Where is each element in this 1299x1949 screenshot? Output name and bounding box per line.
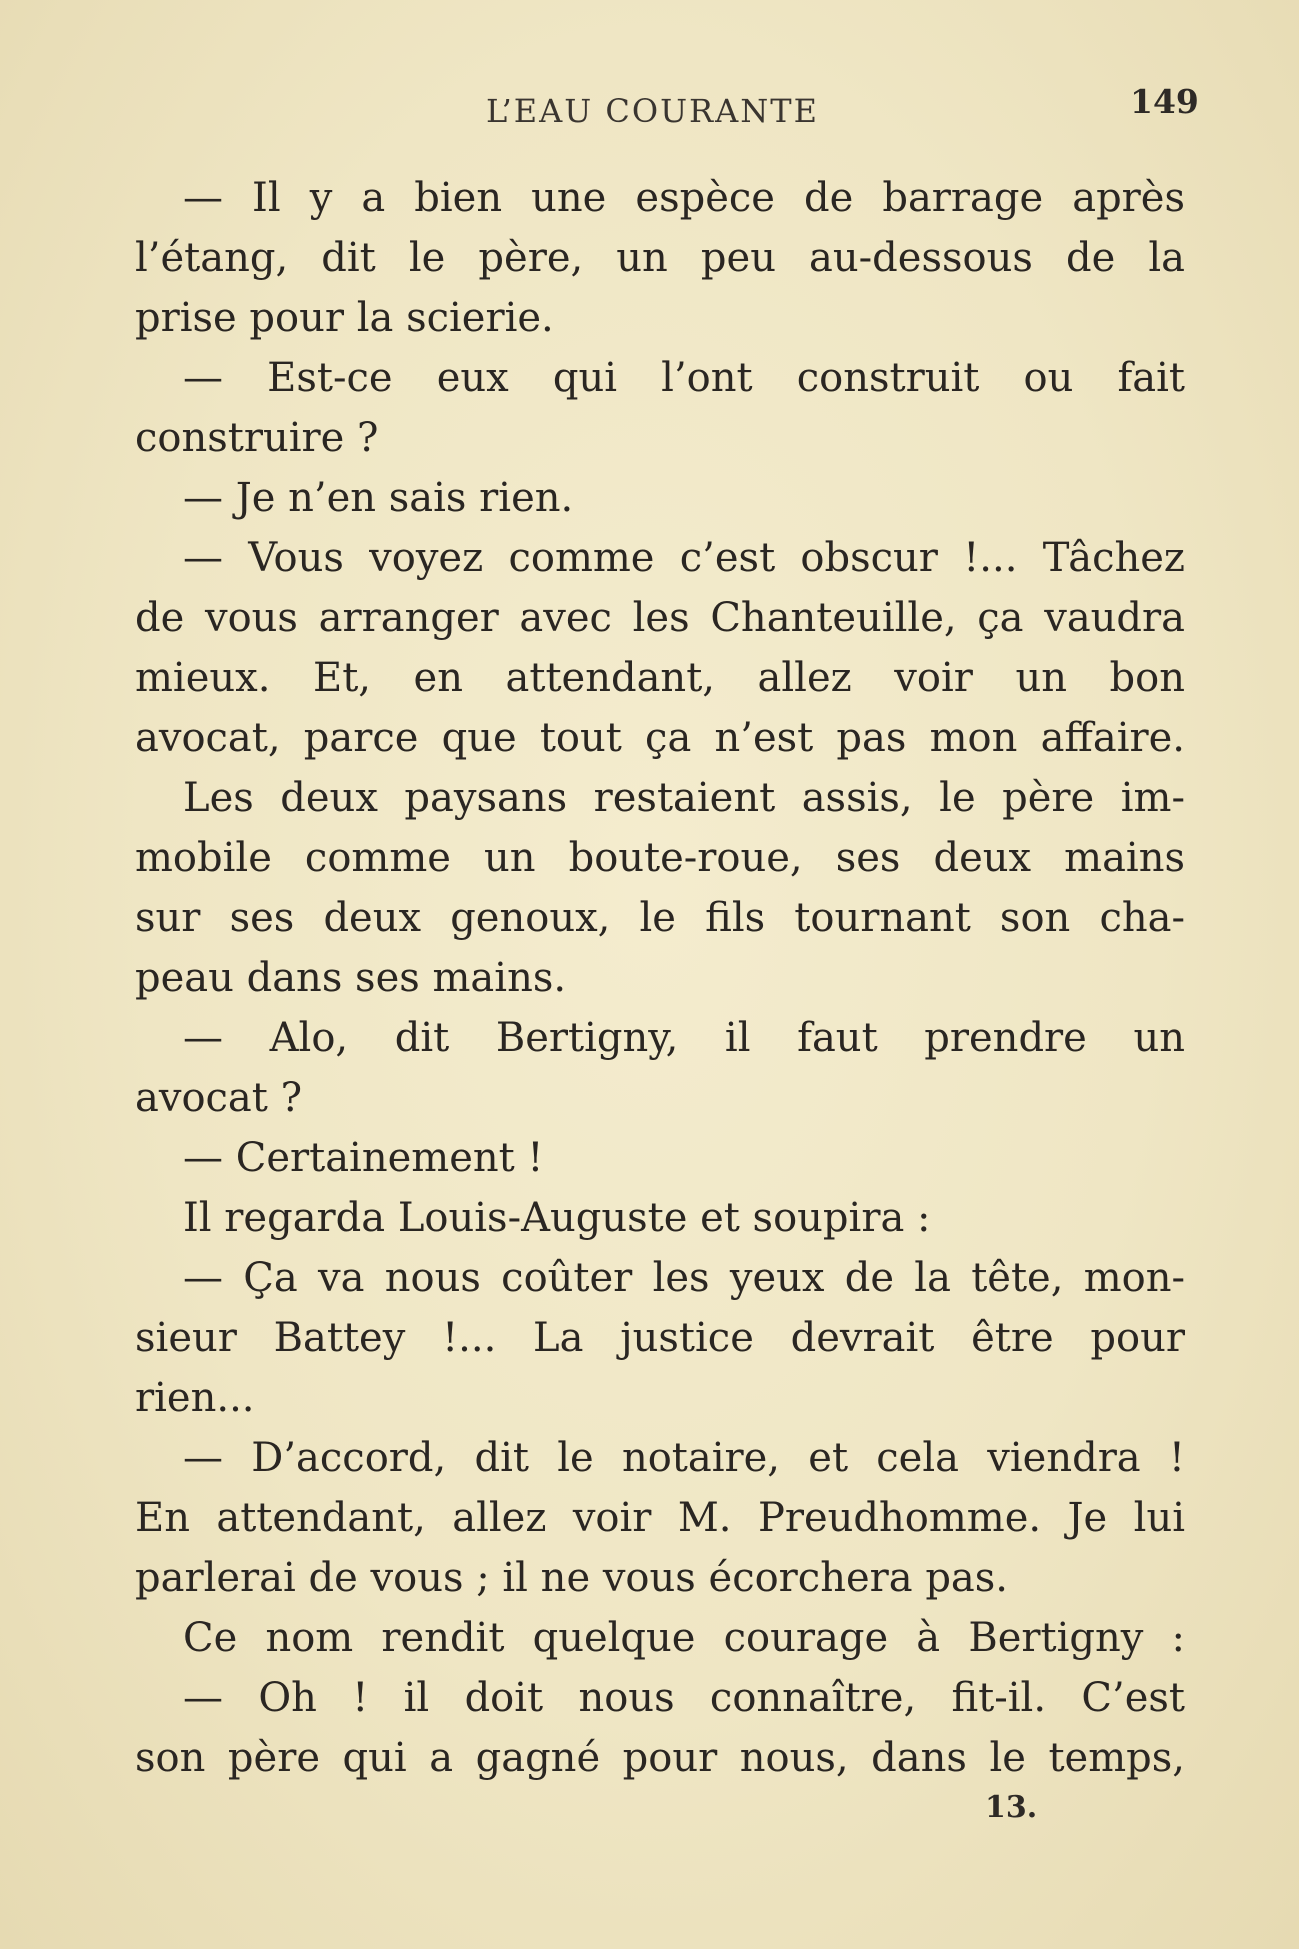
- text-line: construire ?: [135, 415, 379, 461]
- text-line: de vous arranger avec les Chanteuille, ça vaudra: [135, 595, 1185, 641]
- text-line: sieur Battey !... La justice devrait être pour: [135, 1315, 1185, 1361]
- text-line: avocat ?: [135, 1075, 303, 1121]
- text-line: mieux. Et, en attendant, allez voir un bon: [135, 655, 1185, 701]
- text-line: — Oh ! il doit nous connaître, fit-il. C’est: [183, 1675, 1185, 1721]
- signature-mark: 13.: [985, 1790, 1038, 1825]
- text-line: avocat, parce que tout ça n’est pas mon affaire.: [135, 715, 1185, 761]
- text-line: parlerai de vous ; il ne vous écorchera pas.: [135, 1555, 1009, 1601]
- text-line: — Est-ce eux qui l’ont construit ou fait: [183, 355, 1185, 401]
- text-line: — Je n’en sais rien.: [183, 475, 574, 521]
- text-line: sur ses deux genoux, le fils tournant son cha-: [135, 895, 1185, 941]
- text-line: — Il y a bien une espèce de barrage après: [183, 175, 1185, 221]
- text-line: peau dans ses mains.: [135, 955, 567, 1001]
- text-line: rien...: [135, 1375, 255, 1421]
- body-text: [135, 168, 1185, 1788]
- text-line: — Alo, dit Bertigny, il faut prendre un: [183, 1015, 1185, 1061]
- text-line: — Certainement !: [183, 1135, 544, 1181]
- text-line: — Ça va nous coûter les yeux de la tête, mon-: [183, 1255, 1185, 1301]
- text-line: En attendant, allez voir M. Preudhomme. Je lui: [135, 1495, 1185, 1541]
- text-line: Les deux paysans restaient assis, le père im-: [183, 775, 1185, 821]
- text-line: — Vous voyez comme c’est obscur !... Tâchez: [183, 535, 1185, 581]
- text-line: prise pour la scierie.: [135, 295, 554, 341]
- running-title: L’EAU COURANTE: [486, 92, 819, 130]
- text-line: Ce nom rendit quelque courage à Bertigny :: [183, 1615, 1185, 1661]
- text-line: — D’accord, dit le notaire, et cela viendra !: [183, 1435, 1185, 1481]
- text-line: son père qui a gagné pour nous, dans le temps,: [135, 1735, 1185, 1781]
- page-number: 149: [1130, 82, 1199, 121]
- text-line: Il regarda Louis-Auguste et soupira :: [183, 1195, 931, 1241]
- text-line: l’étang, dit le père, un peu au-dessous de la: [135, 235, 1185, 281]
- text-line: mobile comme un boute-roue, ses deux mains: [135, 835, 1185, 881]
